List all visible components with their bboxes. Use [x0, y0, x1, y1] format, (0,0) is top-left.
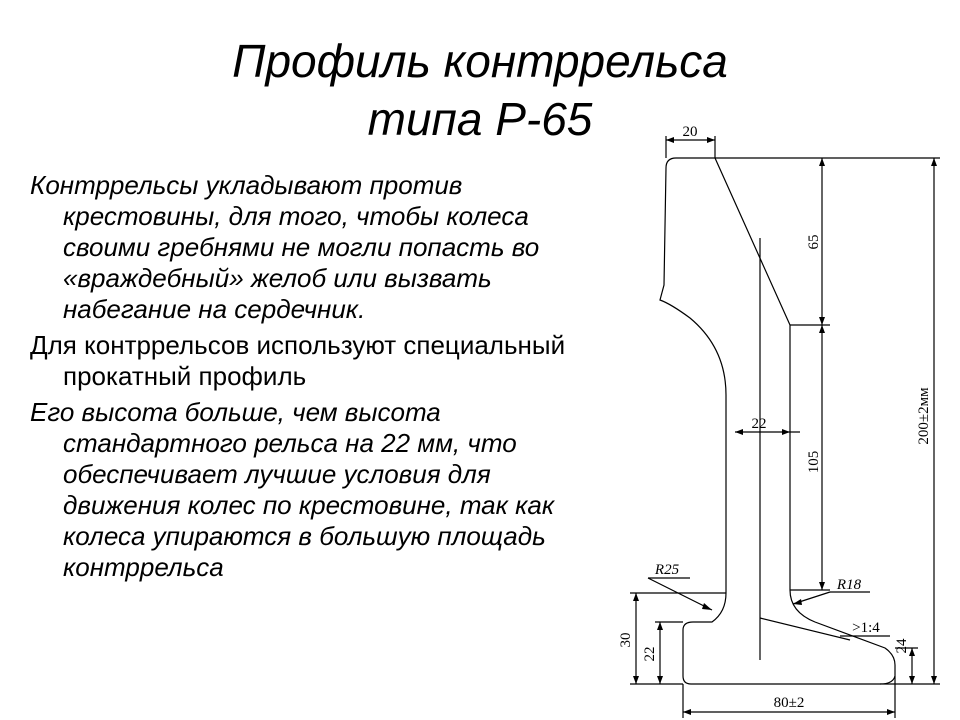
dim-label-22-web: 22: [751, 416, 767, 432]
dim-label-slope: >1:4: [852, 620, 880, 636]
dim-label-200: 200±2мм: [916, 387, 932, 445]
title-line-1: Профиль контррельса: [232, 35, 728, 87]
leader-r25: [648, 578, 712, 610]
dim-label-80: 80±2: [773, 695, 805, 711]
dim-label-30: 30: [618, 632, 634, 648]
title-line-2: типа Р-65: [367, 93, 593, 145]
paragraph-height: Его высота больше, чем высота стандартного рельса на 22 мм, что обеспечивает лучшие условия для движения колес по крестовине, так как колеса упираются в большую площадь контррельса: [30, 397, 555, 582]
slope-line: [760, 618, 850, 640]
dim-label-20: 20: [682, 124, 698, 140]
dim-label-r25: R25: [654, 562, 680, 578]
paragraph-profile: Для контррельсов используют специальный прокатный профиль: [30, 330, 566, 391]
profile-outline: [660, 158, 895, 684]
dim-label-r18: R18: [836, 577, 862, 593]
dim-label-105: 105: [806, 450, 822, 474]
dim-label-22-foot: 22: [642, 646, 658, 662]
dim-label-65: 65: [806, 234, 822, 250]
dim-label-24: 24: [894, 638, 910, 654]
paragraph-purpose: Контррельсы укладывают против крестовины, для того, чтобы колеса своими гребнями не могли попасть во «враждебный» желоб или вызвать набегание на сердечник.: [30, 170, 540, 324]
